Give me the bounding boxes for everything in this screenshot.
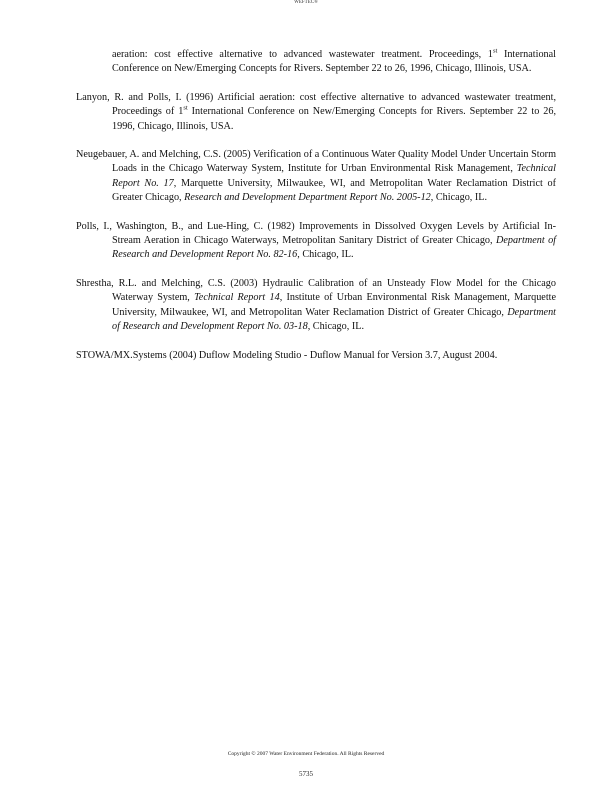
reference-text: International Conference on New/Emerging Concepts for Rivers. September 22 to 26, 1996, Chicago, Illinois, USA. — [112, 49, 556, 75]
reference-entry-neugebauer — [76, 148, 556, 206]
reference-entry-shrestha — [76, 277, 556, 335]
reference-entry-polls — [76, 220, 556, 263]
report-title: Department of Research and Development Report No. 82-16 — [112, 235, 556, 261]
reference-text: , Institute of Urban Environmental Risk Management, Marquette University, Milwaukee, WI, and Metropolitan Water Reclamation District of Greater Chicago, — [112, 292, 557, 318]
reference-text: , Chicago, IL. — [307, 321, 364, 333]
report-title: Technical Report No. 17 — [112, 163, 556, 189]
page-number: 5735 — [299, 770, 313, 778]
reference-text: Lanyon, R. and Polls, I. (1996) Artificial aeration: cost effective alternative to advanced wastewater treatment, Proceedings of 1 — [76, 91, 556, 118]
reference-text: , Chicago, IL. — [297, 249, 354, 261]
report-title: Research and Development Department Report No. 2005-12 — [184, 192, 431, 204]
reference-text: Shrestha, R.L. and Melching, C.S. (2003) Hydraulic Calibration of an Unsteady Flow Model for the Chicago Waterway System, — [76, 277, 556, 304]
reference-entry-stowa — [76, 349, 556, 363]
reference-text: Polls, I., Washington, B., and Lue-Hing, C. (1982) Improvements in Dissolved Oxygen Levels by Artificial In-Stream Aeration in Chicago Waterways, Metropolitan Sanitary District of Greater Chicago, — [76, 220, 556, 247]
reference-entry-continuation — [76, 48, 556, 77]
reference-text: International Conference on New/Emerging Concepts for Rivers. September 22 to 26, 1996, Chicago, Illinois, USA. — [112, 106, 556, 132]
reference-text: aeration: cost effective alternative to advanced wastewater treatment. Proceedings, 1 — [112, 49, 493, 60]
reference-text: , Marquette University, Milwaukee, WI, and Metropolitan Water Reclamation District of Greater Chicago, — [112, 177, 556, 204]
reference-text: , Chicago, IL. — [430, 192, 488, 204]
reference-entry-lanyon — [76, 91, 556, 134]
report-title: Technical Report 14 — [194, 292, 280, 304]
ordinal-suffix: st — [183, 104, 188, 112]
reference-text: Neugebauer, A. and Melching, C.S. (2005) Verification of a Continuous Water Quality Model Under Uncertain Storm Loads in the Chicago Waterway System, Institute for Urban Environmental Risk Management, — [76, 149, 556, 175]
reference-text: STOWA/MX.Systems (2004) Duflow Modeling Studio - Duflow Manual for Version 3.7, August 2004. — [76, 349, 498, 361]
reference-list — [76, 48, 556, 377]
report-title: Department of Research and Development Report No. 03-18 — [112, 306, 556, 333]
copyright-footer: Copyright © 2007 Water Environment Federation. All Rights Reserved — [227, 751, 385, 757]
ordinal-suffix: st — [492, 47, 498, 55]
header-mark: WEFTEC® — [294, 0, 318, 5]
